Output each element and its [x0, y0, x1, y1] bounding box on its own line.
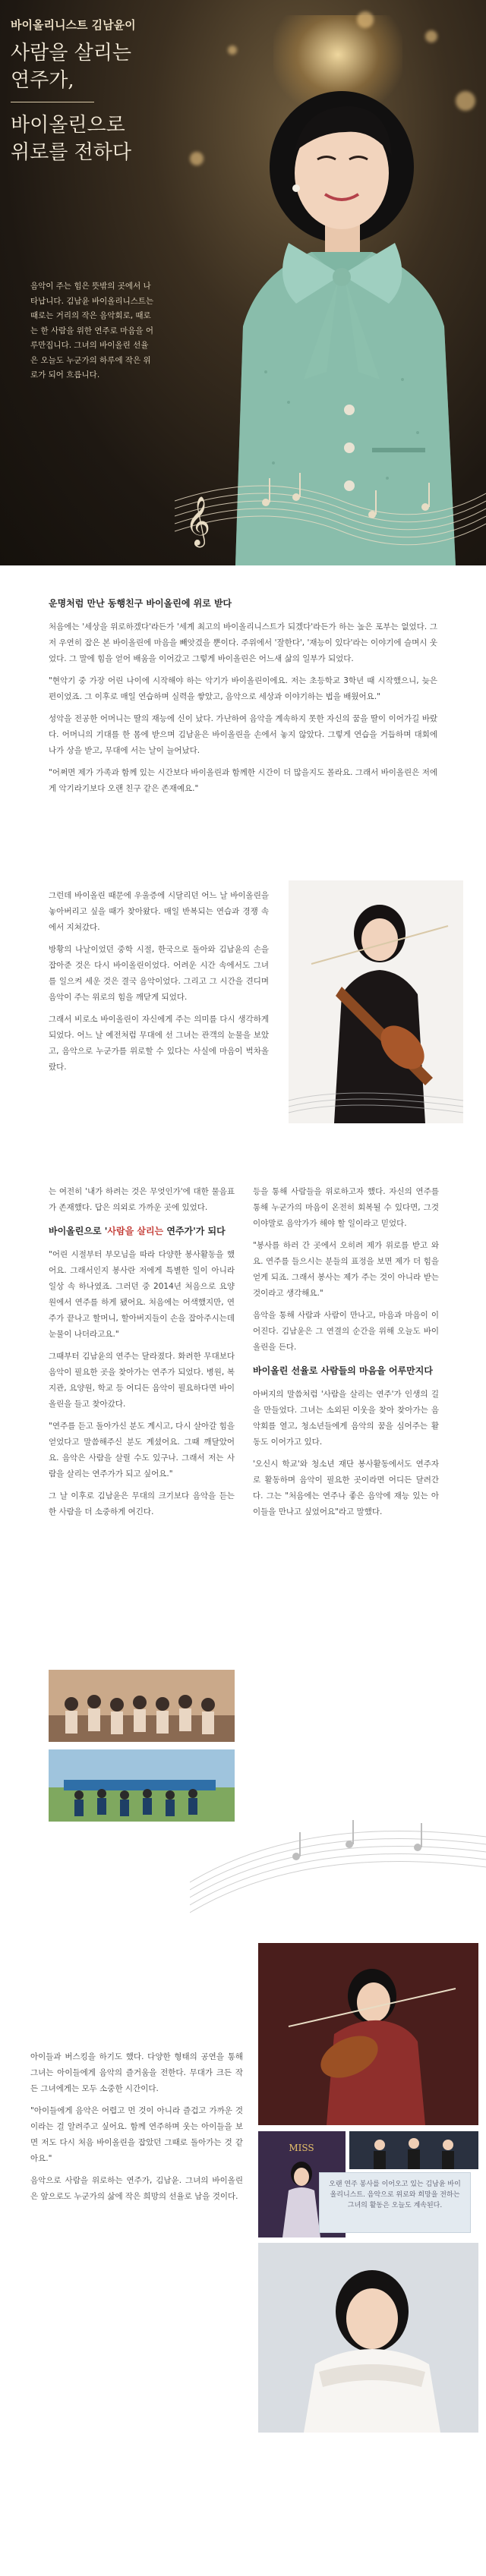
paragraph: '오신시 학교'와 청소년 재단 봉사활동에서도 연주자로 활동하며 음악이 필요한 곳이라면 어디든 달려간다. 그는 "처음에는 연주나 좋은 음악에 재능 있는 아이들을 만나고 싶었어요"라고 말했다. [253, 1460, 439, 1516]
hero-kicker: 바이올리니스트 김남윤이 [11, 18, 136, 32]
heading-highlight: 사람을 살리는 [107, 1226, 164, 1236]
heading-suffix: 연주가'가 되다 [163, 1226, 226, 1236]
section2-left-column [49, 1184, 235, 1526]
bokeh-light [357, 11, 374, 28]
paragraph: 음악으로 사람을 위로하는 연주가, 김남윤. 그녀의 바이올린은 앞으로도 누군가의 삶에 작은 희망의 선율로 남을 것이다. [30, 2176, 243, 2201]
paragraph: 등을 통해 사람들을 위로하고자 했다. 자신의 연주를 통해 누군가의 마음이 온전히 회복될 수 있다면, 그것이야말로 음악가가 해야 할 일이라고 믿었다. [253, 1187, 439, 1228]
paragraph: 그런데 바이올린 때문에 우울증에 시달리던 어느 날 바이올린을 놓아버리고 싶을 때가 찾아왔다. 매일 반복되는 연습과 경쟁 속에서 지쳐갔다. [49, 891, 269, 932]
group-photo-indoor [49, 1670, 235, 1742]
section1-body-continued [49, 888, 269, 1082]
paragraph: "아이들에게 음악은 어렵고 먼 것이 아니라 즐겁고 가까운 것이라는 걸 알려주고 싶어요. 함께 연주하며 웃는 아이들을 보면 저도 다시 처음 바이올린을 잡았던 그때로 돌아가는 것 같아요." [30, 2106, 243, 2163]
hero-title-line: 연주가, [11, 69, 74, 92]
section1-heading: 운명처럼 만난 동행친구 바이올린에 위로 받다 [49, 598, 232, 609]
section2-right-column [253, 1184, 439, 1526]
paragraph: 방황의 나날이었던 중학 시절, 한국으로 돌아와 김남윤의 손을 잡아준 것은 다시 바이올린이었다. 어려운 시간 속에서도 그녀를 일으켜 세운 것은 결국 음악이었다. 그리고 그 시간을 견디며 음악이 주는 위로의 힘을 깨닫게 되었다. [49, 945, 269, 1002]
section2-right-heading: 바이올린 선율로 사람들의 마음을 어루만지다 [253, 1365, 433, 1376]
hero-title-line: 사람을 살리는 [11, 42, 131, 65]
hero-title [11, 39, 170, 166]
paragraph: 음악을 통해 사람과 사람이 만나고, 마음과 마음이 이어진다. 김남윤은 그 연결의 순간을 위해 오늘도 바이올린을 든다. [253, 1311, 439, 1352]
hero-section [0, 0, 486, 565]
paragraph: "현악기 중 가장 어린 나이에 시작해야 하는 악기가 바이올린이에요. 저는 초등학교 3학년 때 시작했으니, 늦은 편이었죠. 그 이후로 매일 연습하며 실력을 쌓았고, 음악으로 세상과 이야기하는 법을 배웠어요." [49, 676, 437, 701]
paragraph: 아이들과 버스킹을 하기도 했다. 다양한 형태의 공연을 통해 그녀는 아이들에게 음악의 즐거움을 전한다. 무대가 크든 작든 그녀에게는 모두 소중한 시간이다. [30, 2052, 243, 2093]
paragraph: 처음에는 '세상을 위로하겠다'라든가 '세계 최고의 바이올리니스트가 되겠다'라든가 하는 높은 포부는 없었다. 그저 우연히 잡은 본 바이올린에 마음을 빼앗겼을 뿐이다. 주위에서 '잘한다', '재능이 있다'라는 이야기에 슬며시 웃었다. 그 말에 힘을 얻어 배움을 이어갔고 그렇게 바이올린은 어느새 삶의 일부가 되었다. [49, 622, 437, 663]
hero-title-line: 바이올린으로 [11, 114, 125, 137]
music-staff-decoration [190, 1746, 486, 1943]
bokeh-light [425, 30, 437, 43]
paragraph: "어쩌면 제가 가족과 함께 있는 시간보다 바이올린과 함께한 시간이 더 많을지도 몰라요. 그래서 바이올린은 저에게 악기라기보다 오랜 친구 같은 존재예요." [49, 768, 437, 793]
hero-intro: 음악이 주는 힘은 뜻밖의 곳에서 나타납니다. 김남윤 바이올리니스트는 때로는 거리의 작은 음악회로, 때로는 한 사람을 위한 연주로 마음을 어루만집니다. 그녀의 바이올린 선율은 오늘도 누군가의 하루에 작은 위로가 되어 흐릅니다. [30, 282, 154, 379]
hero-title-line: 위로를 전하다 [11, 141, 131, 164]
paragraph: 그래서 비로소 바이올린이 자신에게 주는 의미를 다시 생각하게 되었다. 어느 날 예전처럼 무대에 선 그녀는 관객의 눈물을 보았고, 음악으로 누군가를 위로할 수 있다는 사실에 마음이 벅차올랐다. [49, 1015, 269, 1072]
photo-caption: 오랜 연주 봉사를 이어오고 있는 김남윤 바이올리니스트. 음악으로 위로와 희망을 전하는 그녀의 활동은 오늘도 계속된다. [319, 2172, 471, 2233]
paragraph: 성악을 전공한 어머니는 딸의 재능에 신이 났다. 가난하여 음악을 계속하지 못한 자신의 꿈을 딸이 이어가길 바랐다. 어머니의 기대를 한 몸에 받으며 김남윤은 바이올린을 손에서 놓지 않았다. 그렇게 연습을 거듭하며 대회에 나가 상을 받고, 무대에 서는 날이 늘어났다. [49, 714, 437, 755]
paragraph: "연주를 듣고 돌아가신 분도 계시고, 다시 살아갈 힘을 얻었다고 말씀해주신 분도 계셨어요. 그때 깨달았어요. 음악은 사람을 살릴 수도 있구나. 그래서 저는 사람을 살리는 연주가가 되고 싶어요." [49, 1422, 235, 1479]
svg-text:MISS: MISS [289, 2143, 314, 2153]
section3-body [30, 2049, 243, 2211]
section2-heading [49, 1223, 235, 1239]
paragraph: 아버지의 말씀처럼 '사람을 살리는 연주'가 인생의 길을 만들었다. 그녀는 소외된 이웃을 찾아 찾아가는 음악회를 열고, 청소년들에게 음악의 꿈을 심어주는 활동도 이어가고 있다. [253, 1390, 439, 1447]
paragraph: 그때부터 김남윤의 연주는 달라졌다. 화려한 무대보다 음악이 필요한 곳을 찾아가는 연주가 되었다. 병원, 복지관, 요양원, 학교 등 어디든 음악이 필요하다면 바이올린을 들고 찾아갔다. [49, 1352, 235, 1409]
section1-body [49, 588, 437, 803]
paragraph: 는 여전히 '내가 하려는 것은 무엇인가'에 대한 물음표가 존재했다. 답은 의외로 가까운 곳에 있었다. [49, 1187, 235, 1212]
violin-performance-photo [258, 1943, 478, 2125]
svg-text:𝄞: 𝄞 [185, 496, 211, 546]
paragraph: "어린 시절부터 부모님을 따라 다양한 봉사활동을 했어요. 그래서인지 봉사란 저에게 특별한 일이 아니라 일상 속 하나였죠. 그러던 중 2014년 처음으로 요양원에서 연주를 하게 됐어요. 처음에는 어색했지만, 연주가 끝나고 할머니, 할아버지들이 손을 잡아주시는데 눈물이 나더라고요." [49, 1250, 235, 1339]
portrait-closing-photo [258, 2243, 478, 2433]
paragraph: "봉사를 하러 간 곳에서 오히려 제가 위로를 받고 와요. 연주를 들으시는 분들의 표정을 보면 제가 더 힘을 얻게 되죠. 그래서 봉사는 제가 주는 것이 아니라 받는 것이라고 생각해요." [253, 1241, 439, 1298]
music-notes-decoration [175, 455, 486, 562]
heading-prefix: 바이올린으로 ' [49, 1226, 108, 1236]
award-ceremony-photo [349, 2131, 478, 2169]
violinist-performing-photo [289, 880, 463, 1123]
paragraph: 그 날 이후로 김남윤은 무대의 크기보다 음악을 듣는 한 사람을 더 소중하게 여긴다. [49, 1491, 235, 1516]
